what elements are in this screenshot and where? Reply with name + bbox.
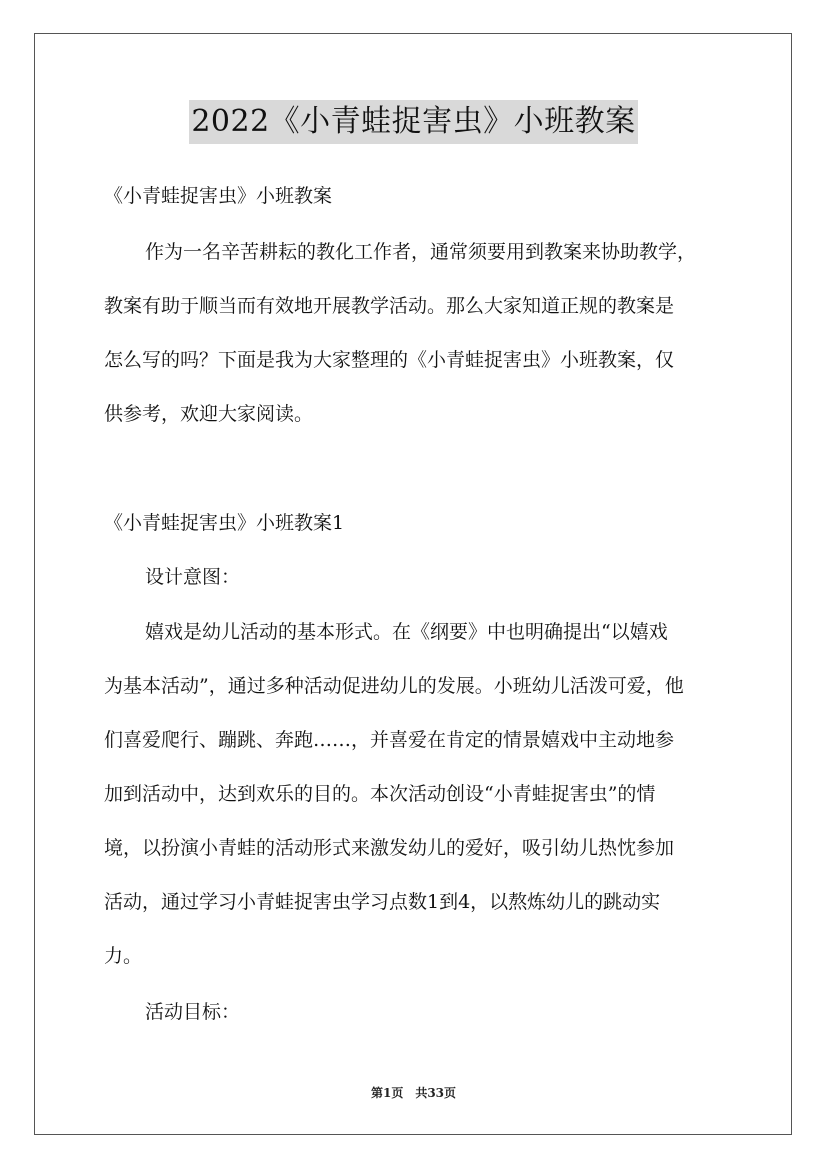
design-line-6: 活动，通过学习小青蛙捉害虫学习点数1到4，以熬炼幼儿的跳动实 xyxy=(104,891,661,913)
design-line-5: 境，以扮演小青蛙的活动形式来激发幼儿的爱好，吸引幼儿热忱参加 xyxy=(104,837,675,859)
page-footer: 第1页 共33页 xyxy=(370,1086,457,1100)
design-heading: 设计意图： xyxy=(145,566,241,588)
section-title: 《小青蛙捉害虫》小班教案1 xyxy=(104,512,345,534)
intro-line-1: 作为一名辛苦耕耘的教化工作者，通常须要用到教案来协助教学， xyxy=(145,241,697,263)
subtitle: 《小青蛙捉害虫》小班教案 xyxy=(104,185,333,207)
document-title: 2022《小青蛙捉害虫》小班教案 xyxy=(189,100,637,144)
design-line-3: 们喜爱爬行、蹦跳、奔跑……，并喜爱在肯定的情景嬉戏中主动地参 xyxy=(104,729,675,751)
design-line-2: 为基本活动”，通过多种活动促进幼儿的发展。小班幼儿活泼可爱，他 xyxy=(104,675,684,697)
goals-heading: 活动目标： xyxy=(145,1001,241,1023)
intro-line-3: 怎么写的吗？下面是我为大家整理的《小青蛙捉害虫》小班教案，仅 xyxy=(104,349,675,371)
intro-line-4: 供参考，欢迎大家阅读。 xyxy=(104,403,314,425)
design-line-1: 嬉戏是幼儿活动的基本形式。在《纲要》中也明确提出“以嬉戏 xyxy=(145,621,668,643)
intro-line-2: 教案有助于顺当而有效地开展教学活动。那么大家知道正规的教案是 xyxy=(104,295,675,317)
design-line-4: 加到活动中，达到欢乐的目的。本次活动创设“小青蛙捉害虫”的情 xyxy=(104,783,656,805)
design-line-7: 力。 xyxy=(104,945,143,967)
